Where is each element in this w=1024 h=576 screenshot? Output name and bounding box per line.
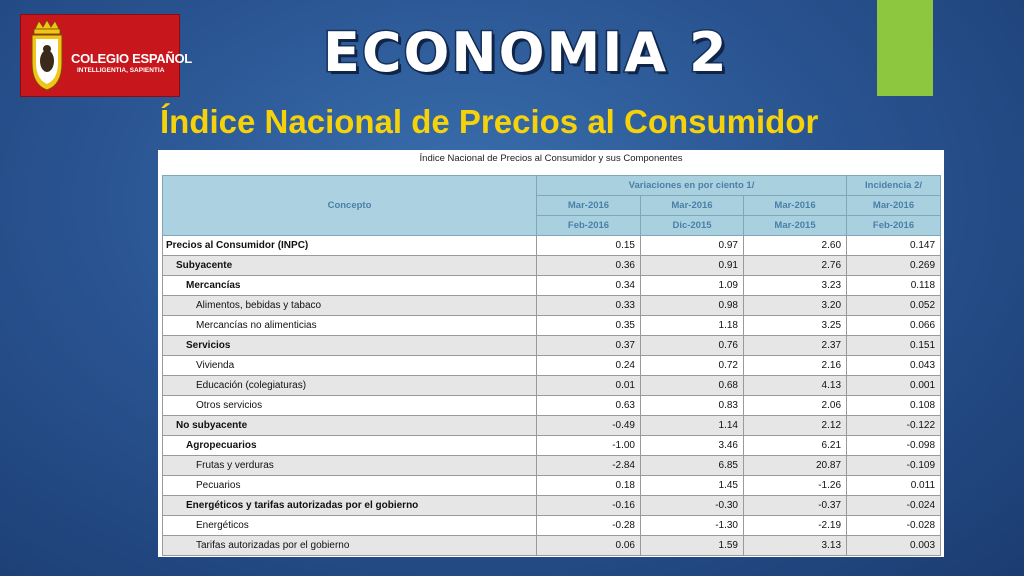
row-label: Subyacente — [163, 256, 537, 276]
cell-value: -0.37 — [744, 496, 847, 516]
cell-value: 0.97 — [641, 236, 744, 256]
row-label: Energéticos — [163, 516, 537, 536]
cell-value: -0.024 — [847, 496, 941, 516]
header-period-top: Mar-2016 — [537, 196, 641, 216]
table-row — [163, 356, 941, 376]
cell-value: 1.09 — [641, 276, 744, 296]
accent-bar — [877, 0, 933, 96]
row-label: Precios al Consumidor (INPC) — [163, 236, 537, 256]
cell-value: 2.76 — [744, 256, 847, 276]
table-row — [163, 476, 941, 496]
cell-value: 0.151 — [847, 336, 941, 356]
cell-value: 2.60 — [744, 236, 847, 256]
cell-value: 2.12 — [744, 416, 847, 436]
header-period-bottom: Feb-2016 — [847, 216, 941, 236]
cell-value: -0.28 — [537, 516, 641, 536]
table-row — [163, 456, 941, 476]
cell-value: 0.91 — [641, 256, 744, 276]
cell-value: 0.33 — [537, 296, 641, 316]
row-label: Agropecuarios — [163, 436, 537, 456]
cell-value: 0.34 — [537, 276, 641, 296]
cell-value: 3.23 — [744, 276, 847, 296]
cell-value: -0.49 — [537, 416, 641, 436]
row-label: Otros servicios — [163, 396, 537, 416]
cell-value: 2.37 — [744, 336, 847, 356]
cell-value: 0.72 — [641, 356, 744, 376]
table-row — [163, 336, 941, 356]
cell-value: 1.14 — [641, 416, 744, 436]
cell-value: 0.63 — [537, 396, 641, 416]
row-label: Pecuarios — [163, 476, 537, 496]
cell-value: 0.24 — [537, 356, 641, 376]
row-label: Mercancías — [163, 276, 537, 296]
cell-value: 1.59 — [641, 536, 744, 556]
cell-value: 0.06 — [537, 536, 641, 556]
cell-value: 0.37 — [537, 336, 641, 356]
cell-value: -0.109 — [847, 456, 941, 476]
cell-value: 0.269 — [847, 256, 941, 276]
cell-value: -2.84 — [537, 456, 641, 476]
table-row — [163, 536, 941, 556]
cell-value: -0.16 — [537, 496, 641, 516]
cell-value: 0.011 — [847, 476, 941, 496]
header-variaciones: Variaciones en por ciento 1/ — [537, 176, 847, 196]
cell-value: 3.20 — [744, 296, 847, 316]
cell-value: 1.45 — [641, 476, 744, 496]
table-row — [163, 496, 941, 516]
cell-value: 3.46 — [641, 436, 744, 456]
cell-value: -0.122 — [847, 416, 941, 436]
header-period-bottom: Feb-2016 — [537, 216, 641, 236]
cell-value: 0.01 — [537, 376, 641, 396]
cell-value: 0.36 — [537, 256, 641, 276]
table-row — [163, 396, 941, 416]
inpc-table-panel — [158, 150, 944, 557]
row-label: Vivienda — [163, 356, 537, 376]
cell-value: 1.18 — [641, 316, 744, 336]
cell-value: 4.13 — [744, 376, 847, 396]
table-row — [163, 296, 941, 316]
table-caption: Índice Nacional de Precios al Consumidor y sus Componentes — [419, 153, 683, 164]
cell-value: 0.108 — [847, 396, 941, 416]
header-incidencia: Incidencia 2/ — [847, 176, 941, 196]
table-row — [163, 516, 941, 536]
cell-value: 6.21 — [744, 436, 847, 456]
row-label: No subyacente — [163, 416, 537, 436]
cell-value: 0.68 — [641, 376, 744, 396]
row-label: Tarifas autorizadas por el gobierno — [163, 536, 537, 556]
cell-value: 2.06 — [744, 396, 847, 416]
cell-value: 6.85 — [641, 456, 744, 476]
row-label: Educación (colegiaturas) — [163, 376, 537, 396]
cell-value: 0.003 — [847, 536, 941, 556]
cell-value: 0.35 — [537, 316, 641, 336]
cell-value: 0.066 — [847, 316, 941, 336]
header-period-top: Mar-2016 — [641, 196, 744, 216]
cell-value: -0.30 — [641, 496, 744, 516]
header-concepto: Concepto — [163, 176, 537, 236]
cell-value: -2.19 — [744, 516, 847, 536]
cell-value: -1.26 — [744, 476, 847, 496]
row-label: Alimentos, bebidas y tabaco — [163, 296, 537, 316]
cell-value: 20.87 — [744, 456, 847, 476]
table-row — [163, 376, 941, 396]
cell-value: 0.043 — [847, 356, 941, 376]
header-period-top: Mar-2016 — [744, 196, 847, 216]
cell-value: 2.16 — [744, 356, 847, 376]
row-label: Frutas y verduras — [163, 456, 537, 476]
table-row — [163, 236, 941, 256]
slide-title: ECONOMIA 2 — [323, 21, 729, 84]
school-logo — [20, 14, 192, 97]
cell-value: 0.147 — [847, 236, 941, 256]
table-row — [163, 256, 941, 276]
header-period-top: Mar-2016 — [847, 196, 941, 216]
table-row — [163, 316, 941, 336]
cell-value: -0.098 — [847, 436, 941, 456]
slide-subtitle: Índice Nacional de Precios al Consumidor — [160, 103, 819, 140]
cell-value: -1.00 — [537, 436, 641, 456]
cell-value: -1.30 — [641, 516, 744, 536]
table-row — [163, 416, 941, 436]
row-label: Servicios — [163, 336, 537, 356]
logo-brand-text: COLEGIO ESPAÑOL — [71, 51, 192, 66]
inpc-table — [162, 175, 941, 556]
row-label: Mercancías no alimenticias — [163, 316, 537, 336]
cell-value: 3.25 — [744, 316, 847, 336]
logo-motto-text: INTELLIGENTIA, SAPIENTIA — [77, 67, 165, 74]
cell-value: 0.83 — [641, 396, 744, 416]
cell-value: 0.118 — [847, 276, 941, 296]
cell-value: 0.76 — [641, 336, 744, 356]
cell-value: 0.15 — [537, 236, 641, 256]
cell-value: 0.18 — [537, 476, 641, 496]
row-label: Energéticos y tarifas autorizadas por el gobierno — [163, 496, 537, 516]
crest-icon — [29, 19, 65, 91]
cell-value: -0.028 — [847, 516, 941, 536]
cell-value: 0.001 — [847, 376, 941, 396]
header-period-bottom: Mar-2015 — [744, 216, 847, 236]
header-period-bottom: Dic-2015 — [641, 216, 744, 236]
table-row — [163, 436, 941, 456]
cell-value: 3.13 — [744, 536, 847, 556]
cell-value: 0.98 — [641, 296, 744, 316]
table-row — [163, 276, 941, 296]
cell-value: 0.052 — [847, 296, 941, 316]
